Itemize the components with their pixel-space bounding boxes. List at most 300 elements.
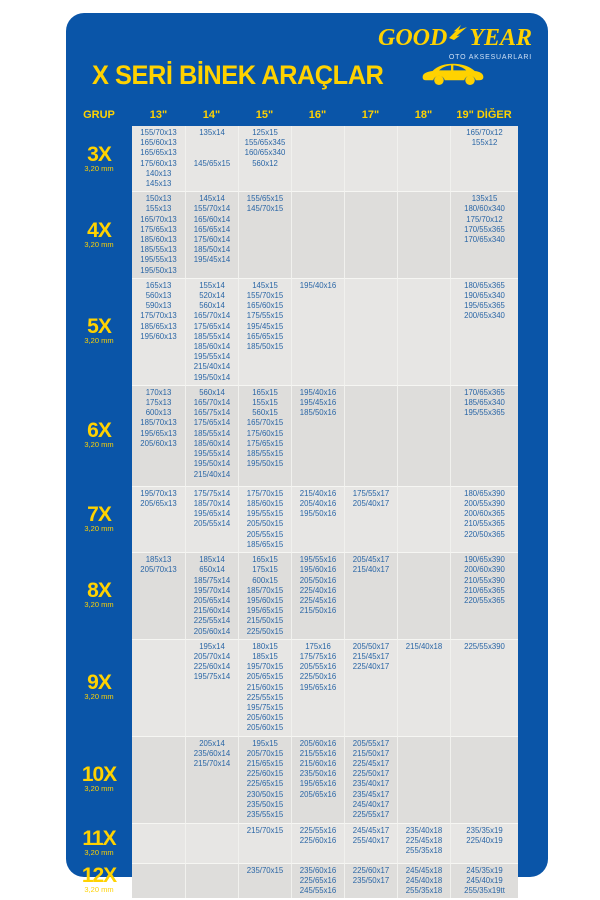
size-cell [132,126,185,191]
tire-size: 150x13 [145,194,172,204]
wingfoot-icon [448,23,468,47]
tire-size: 195/70x14 [193,585,231,595]
tire-size: 175/65x13 [140,224,177,234]
tire-size: 225/60x16 [299,835,337,845]
tire-size: 210/65x365 [464,585,505,595]
tire-size: 215/60x14 [193,606,231,616]
size-cell [238,863,291,899]
size-cell [450,552,518,639]
size-cell [450,736,518,823]
size-cell [132,191,185,278]
size-cell [132,639,185,736]
tire-size: 560x14 [199,301,225,311]
tire-size: 195/60x16 [299,565,337,575]
group-wire-size: 3,20 mm [84,784,114,794]
tire-size: 215/70x15 [246,825,284,835]
tire-size: 145x13 [145,179,172,189]
tire-size: 215/50x17 [352,748,390,758]
group-wire-size: 3,20 mm [84,600,114,610]
column-header: 17" [361,109,380,121]
tire-size: 185/70x15 [246,585,284,595]
tire-size: 185/60x14 [193,438,231,448]
tire-size: 170/65x340 [464,235,505,245]
tire-size: 195/55x14 [193,352,231,362]
tire-size: 255/35x18 [405,845,443,855]
size-cell [397,639,450,736]
tire-size: 205/70x14 [193,651,231,661]
tire-size: 215/40x18 [405,641,443,651]
tire-size: 225/50x16 [299,672,337,682]
tire-size: 195/50x16 [299,509,337,519]
tire-size: 225/55x17 [352,809,390,819]
tire-size: 195/55x15 [246,509,284,519]
tire-size: 215/40x16 [299,488,337,498]
size-cell [450,126,518,191]
tire-size: 245/40x17 [352,799,390,809]
tire-size: 145/70x15 [246,204,284,214]
size-cell [291,736,344,823]
tire-size: 520x14 [199,291,225,301]
tire-size: 165/60x13 [140,138,177,148]
tire-size: 195/45x14 [193,255,231,265]
group-label [66,278,132,385]
tire-size: 175/60x13 [140,158,177,168]
tire-size: 135x15 [471,194,498,204]
group-label [66,823,132,863]
tire-size: 175/65x15 [246,438,284,448]
tire-size: 245/40x19 [466,875,503,885]
tire-size: 140x13 [145,168,172,178]
tire-size: 195/50x14 [193,459,231,469]
group-name: 7X [87,502,111,526]
column-header: 19" DİĞER [456,109,512,121]
tire-size: 155x15 [252,398,278,408]
tire-size: 205/55x14 [193,519,231,529]
size-cell [397,126,450,191]
tire-size: 205/65x15 [246,672,284,682]
size-cell [238,126,291,191]
tire-size: 155/70x14 [193,204,231,214]
size-cell [397,486,450,552]
size-cell [238,385,291,486]
size-cell [185,126,238,191]
table-row [66,639,518,736]
tire-size: 205/60x15 [246,713,284,723]
tire-size: 185/60x14 [193,342,231,352]
tire-size: 255/35x19tt [464,885,505,895]
tire-size: 225/40x16 [299,585,337,595]
tire-size: 225/65x16 [299,875,337,885]
tire-size: 215/40x17 [352,565,390,575]
tire-size: 185/65x13 [140,321,177,331]
tire-size: 195/70x15 [246,662,284,672]
group-name: 6X [87,419,111,443]
tire-size: 215/70x14 [193,758,231,768]
tire-size: 165x13 [145,280,172,290]
group-name: 3X [87,142,111,166]
tire-size: 235/60x16 [299,865,337,875]
tire-size: 195/50x15 [246,459,284,469]
size-cell [397,385,450,486]
tire-size: 195/65x13 [140,428,177,438]
size-cell [291,552,344,639]
tire-size: 215/45x17 [352,651,390,661]
tire-size: 225/55x390 [464,641,505,651]
tire-size: 255/40x17 [352,835,390,845]
tire-size: 225/60x15 [246,769,284,779]
tire-size: 155/65x15 [246,194,284,204]
tire-size: 225/60x14 [193,662,231,672]
tire-size: 185/70x13 [140,418,177,428]
table-row [66,385,518,486]
tire-size: 175x15 [252,565,278,575]
size-cell [185,823,238,863]
tire-size: 225/45x18 [405,835,443,845]
tire-size: 205/40x16 [299,499,337,509]
tire-size: 205/65x14 [193,595,231,605]
title-row [92,59,486,92]
tire-size: 245/40x18 [405,875,443,885]
column-header: 16" [308,109,327,121]
size-cell [450,863,518,899]
tire-size: 165/75x14 [193,408,231,418]
tire-size: 235/50x15 [246,799,284,809]
tire-size: 205/65x13 [140,499,177,509]
tire-size: 235/35x19 [466,825,503,835]
size-cell [291,191,344,278]
tire-size: 185/55x14 [193,331,231,341]
size-cell [397,736,450,823]
tire-size [186,138,238,148]
goodyear-panel [66,13,548,895]
tire-size: 225/55x14 [193,616,231,626]
size-cell [185,385,238,486]
tire-size: 175x13 [145,398,172,408]
size-cell [344,278,397,385]
tire-size: 175/65x14 [193,418,231,428]
table-row [66,863,518,899]
size-cell [291,126,344,191]
tire-size: 215/65x15 [246,758,284,768]
tire-size: 180/60x340 [464,204,505,214]
tire-size: 205/55x16 [299,662,337,672]
table-row [66,191,518,278]
group-wire-size: 3,20 mm [84,440,114,450]
tire-size: 230/50x15 [246,789,284,799]
table-row [66,126,518,191]
tire-size: 560x15 [252,408,278,418]
column-headers [66,108,518,122]
tire-size: 175/60x14 [193,235,231,245]
group-name: 10X [81,763,117,787]
size-cell [450,639,518,736]
tire-size: 185/50x14 [193,245,231,255]
tire-size: 185x13 [145,555,172,565]
size-cell [132,863,185,899]
tire-size: 245/55x16 [299,885,337,895]
tire-size: 165/70x14 [193,398,231,408]
size-cell [132,385,185,486]
tire-size: 195x14 [199,641,225,651]
tire-size: 190/65x340 [464,291,505,301]
tire-size: 200/65x340 [464,311,505,321]
tire-size: 195/70x13 [140,488,177,498]
tire-size: 185/50x15 [246,342,284,352]
size-cell [450,385,518,486]
size-cell [397,191,450,278]
tire-size: 195x15 [252,738,278,748]
tire-size: 205x14 [199,738,225,748]
table-row [66,552,518,639]
tire-size: 155x14 [199,280,225,290]
tire-size: 155x12 [471,138,498,148]
tire-size: 185/50x16 [299,408,337,418]
group-label [66,385,132,486]
tire-size: 590x13 [145,301,172,311]
tire-size: 165/65x15 [246,331,284,341]
size-cell [238,552,291,639]
tire-size: 155x13 [145,204,172,214]
tire-size: 205/40x17 [352,499,390,509]
tire-size: 155/70x15 [246,291,284,301]
tire-size: 205/45x17 [352,555,390,565]
tire-size: 205/60x14 [193,626,231,636]
tire-size: 195/75x14 [193,672,231,682]
group-wire-size: 3,20 mm [84,163,114,173]
tire-size: 225/40x19 [466,835,503,845]
tire-size: 195/65x16 [299,682,337,692]
tire-size: 155/65x345 [244,138,286,148]
group-wire-size: 3,20 mm [84,692,114,702]
tire-size: 650x14 [199,565,225,575]
column-header: 15" [255,109,274,121]
tire-size: 165x15 [252,387,278,397]
group-wire-size: 3,20 mm [84,336,114,346]
size-cell [238,486,291,552]
tire-size: 235/50x17 [352,875,390,885]
column-header: 13" [149,109,168,121]
group-label [66,486,132,552]
tire-size: 170/65x365 [464,387,505,397]
tire-size: 215/50x15 [246,616,284,626]
size-cell [344,486,397,552]
tire-size: 235/40x17 [352,779,390,789]
tire-size: 195/40x16 [299,387,337,397]
tire-size: 205/70x13 [140,565,177,575]
size-cell [238,736,291,823]
tire-size: 225/50x17 [352,769,390,779]
tire-size: 195/65x365 [464,301,505,311]
group-wire-size: 3,20 mm [84,847,114,857]
tire-size: 205/55x15 [246,529,284,539]
tire-size: 225/60x17 [352,865,390,875]
tire-size: 215/50x16 [299,606,337,616]
size-cell [291,385,344,486]
tire-size: 165/70x15 [246,418,284,428]
group-label [66,863,132,899]
size-cell [185,486,238,552]
tire-size: 600x13 [145,408,172,418]
size-cell [291,278,344,385]
tire-size: 185/65x15 [246,539,284,549]
group-wire-size: 3,20 mm [84,523,114,533]
tire-size: 215/40x14 [193,469,231,479]
size-cell [450,191,518,278]
tire-size: 145x14 [199,194,225,204]
tire-size: 245/45x18 [405,865,443,875]
size-cell [185,552,238,639]
tire-size: 225/45x16 [299,595,337,605]
size-cell [185,863,238,899]
tire-size: 205/50x16 [299,575,337,585]
tire-size: 560x13 [145,291,172,301]
tire-size: 205/60x15 [246,723,284,733]
size-cell [344,385,397,486]
tire-size: 185/75x14 [193,575,231,585]
size-cell [344,863,397,899]
tire-size: 195/65x16 [299,779,337,789]
tire-size: 195/40x16 [299,280,337,290]
tire-size: 205/50x15 [246,519,284,529]
tire-size: 205/50x17 [352,641,390,651]
page-title: X SERİ BİNEK ARAÇLAR [92,60,384,90]
tire-size: 145x15 [252,280,278,290]
table-row [66,486,518,552]
table-row [66,278,518,385]
size-cell [397,823,450,863]
group-name: 11X [82,826,116,850]
tire-size: 175/70x13 [140,311,177,321]
size-cell [291,486,344,552]
tire-size: 205/55x17 [352,738,390,748]
tire-size: 235/50x16 [299,769,337,779]
tire-size: 160/65x340 [244,148,286,158]
tire-size: 195/65x15 [246,606,284,616]
tire-size: 185/70x14 [193,499,231,509]
tire-size: 175/65x14 [193,321,231,331]
size-cell [450,278,518,385]
tire-size: 170x13 [145,387,172,397]
tire-size: 175/75x14 [193,488,231,498]
tire-size: 185/55x14 [193,428,231,438]
tire-size: 175/55x17 [352,488,390,498]
tire-size: 195/55x13 [140,255,177,265]
tire-size: 175/75x16 [299,651,337,661]
tire-size: 215/60x16 [299,758,337,768]
tire-size: 215/55x16 [299,748,337,758]
logo-year-text: YEAR [469,25,532,51]
tire-size: 225/55x15 [246,692,284,702]
tire-size: 195/55x14 [193,449,231,459]
tire-size: 210/55x390 [464,575,505,585]
size-cell [344,191,397,278]
tire-size: 225/40x17 [352,662,390,672]
tire-size: 145/65x15 [193,158,231,168]
tire-size: 560x12 [252,158,278,168]
tire-size: 215/40x14 [193,362,231,372]
size-cell [450,823,518,863]
tire-size: 200/60x390 [464,565,505,575]
group-name: 8X [87,579,111,603]
tire-size: 225/65x15 [246,779,284,789]
tire-size: 175/70x12 [466,214,503,224]
size-cell [132,552,185,639]
tire-size: 165/65x13 [140,148,177,158]
tire-size: 235/55x15 [246,809,284,819]
size-cell [185,736,238,823]
size-cell [397,278,450,385]
size-cell [344,639,397,736]
size-cell [291,639,344,736]
tire-size: 190/65x390 [464,555,505,565]
table-row [66,736,518,823]
tire-size: 225/45x17 [352,758,390,768]
group-label [66,191,132,278]
group-label [66,736,132,823]
tire-size: 165/60x14 [193,214,231,224]
tire-size: 165/70x12 [466,128,503,137]
tire-size: 185/55x15 [246,449,284,459]
tire-size: 220/55x365 [464,595,505,605]
size-cell [344,552,397,639]
size-cell [185,191,238,278]
tire-size: 235/70x15 [246,865,284,875]
column-header: 18" [414,109,433,121]
tire-size: 225/55x16 [299,825,337,835]
goodyear-wordmark [378,23,532,53]
size-cell [132,486,185,552]
tire-size: 180/65x390 [464,488,505,498]
tire-size: 175x16 [305,641,331,651]
tire-size: 255/35x18 [405,885,443,895]
tire-size: 200/60x365 [464,509,505,519]
tire-size: 195/75x15 [246,702,284,712]
table-row [66,823,518,863]
size-cell [291,863,344,899]
tire-size: 165/65x14 [193,224,231,234]
tire-size: 180x15 [252,641,278,651]
size-cell [132,823,185,863]
group-name: 4X [87,218,111,242]
tire-size: 235/40x18 [405,825,443,835]
tire-size: 185/65x340 [464,398,505,408]
tire-size: 225/50x15 [246,626,284,636]
size-cell [132,736,185,823]
group-label [66,126,132,191]
size-cell [291,823,344,863]
group-wire-size: 3,20 mm [84,239,114,249]
size-cell [132,278,185,385]
tire-size [186,148,238,158]
tire-size: 175/60x15 [246,428,284,438]
table-body [66,126,518,898]
tire-size: 125x15 [252,128,278,137]
tire-size: 165/70x13 [140,214,177,224]
tire-size: 195/45x16 [299,398,337,408]
tire-size: 205/60x16 [299,738,337,748]
size-cell [238,823,291,863]
group-name: 9X [87,671,111,695]
size-cell [344,823,397,863]
tire-size: 175/70x15 [246,488,284,498]
tire-size: 170/55x365 [464,224,505,234]
group-name: 5X [87,315,111,339]
group-wire-size: 3,20 mm [84,885,114,895]
tire-size: 205/60x13 [140,438,177,448]
tire-size: 185x14 [199,555,225,565]
logo-good-text: GOOD [377,25,448,51]
size-cell [397,552,450,639]
